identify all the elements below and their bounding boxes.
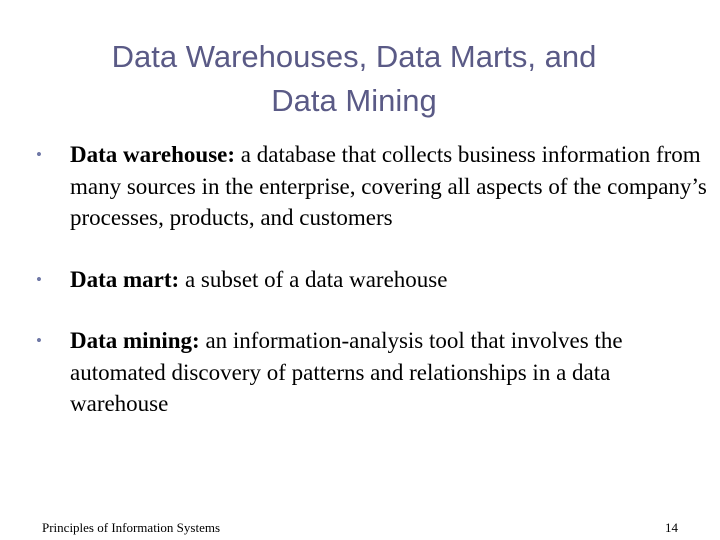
bullet-term: Data warehouse: (70, 142, 236, 167)
slide-title-line-1: Data Warehouses, Data Marts, and (111, 39, 597, 74)
bullet-term: Data mining: (70, 328, 200, 353)
bullet-data-mining (36, 325, 708, 420)
slide-title (40, 35, 668, 123)
bullet-term: Data mart: (70, 266, 180, 292)
bullet-data-mart (36, 264, 708, 296)
bullet-dot-icon: • (36, 145, 42, 164)
bullet-list (36, 139, 708, 420)
slide-title-line-2: Data Mining (271, 83, 437, 118)
bullet-definition: a database that collects business information from many sources in the enterprise, covering all aspects of the company’s processes, products, and customers (70, 142, 707, 230)
bullet-definition: an information-analysis tool that involves the automated discovery of patterns and relationships in a data warehouse (70, 328, 623, 416)
bullet-definition: a subset of a data warehouse (179, 266, 448, 292)
bullet-dot-icon: • (36, 269, 42, 289)
footer-course-title: Principles of Information Systems (42, 520, 221, 535)
page-number: 14 (665, 520, 678, 535)
bullet-data-warehouse (36, 139, 708, 234)
bullet-dot-icon: • (36, 331, 42, 350)
